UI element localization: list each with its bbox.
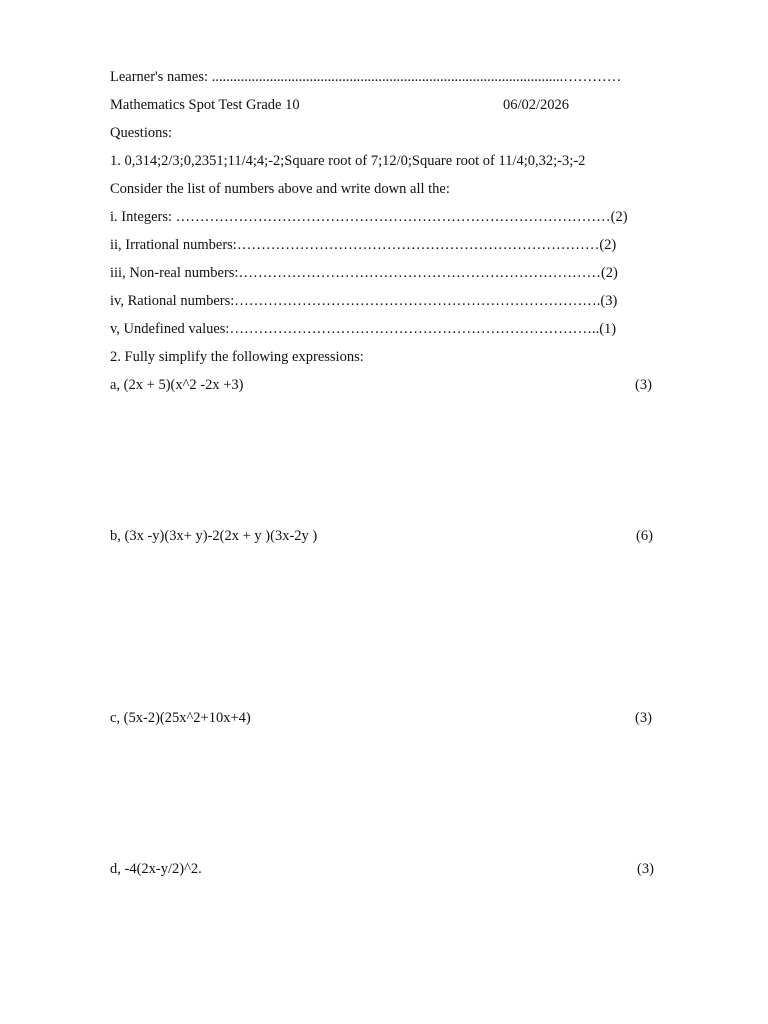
test-title: Mathematics Spot Test Grade 10 — [110, 97, 300, 113]
expression-b: b, (3x -y)(3x+ y)-2(2x + y )(3x-2y ) — [110, 528, 318, 544]
irrational-answer-line: ii, Irrational numbers:…………………………………………………………………(2) — [110, 237, 617, 253]
undefined-answer-line: v, Undefined values:…………………………………………………………………..(1) — [110, 321, 617, 337]
expression-a: a, (2x + 5)(x^2 -2x +3) — [110, 377, 244, 393]
question-2-instruction: 2. Fully simplify the following expressions: — [110, 349, 364, 365]
expression-c-marks: (3) — [635, 710, 652, 726]
expression-d-marks: (3) — [637, 861, 654, 877]
learner-names-line: Learner's names: .................................................................................................………… — [110, 69, 622, 85]
expression-a-marks: (3) — [635, 377, 652, 393]
non-real-answer-line: iii, Non-real numbers:…………………………………………………………………(2) — [110, 265, 618, 281]
question-1-number-list: 1. 0,314;2/3;0,2351;11/4;4;-2;Square root of 7;12/0;Square root of 11/4;0,32;-3;-2 — [110, 153, 586, 169]
test-date: 06/02/2026 — [503, 97, 570, 113]
question-1-instruction: Consider the list of numbers above and write down all the: — [110, 181, 450, 197]
expression-b-marks: (6) — [636, 528, 653, 544]
rational-answer-line: iv, Rational numbers:………………………………………………………………….(3) — [110, 293, 618, 309]
integers-answer-line: i. Integers: ………………………………………………………………………………(2) — [110, 209, 628, 225]
expression-c: c, (5x-2)(25x^2+10x+4) — [110, 710, 251, 726]
expression-d: d, -4(2x-y/2)^2. — [110, 861, 202, 877]
questions-label: Questions: — [110, 125, 173, 141]
